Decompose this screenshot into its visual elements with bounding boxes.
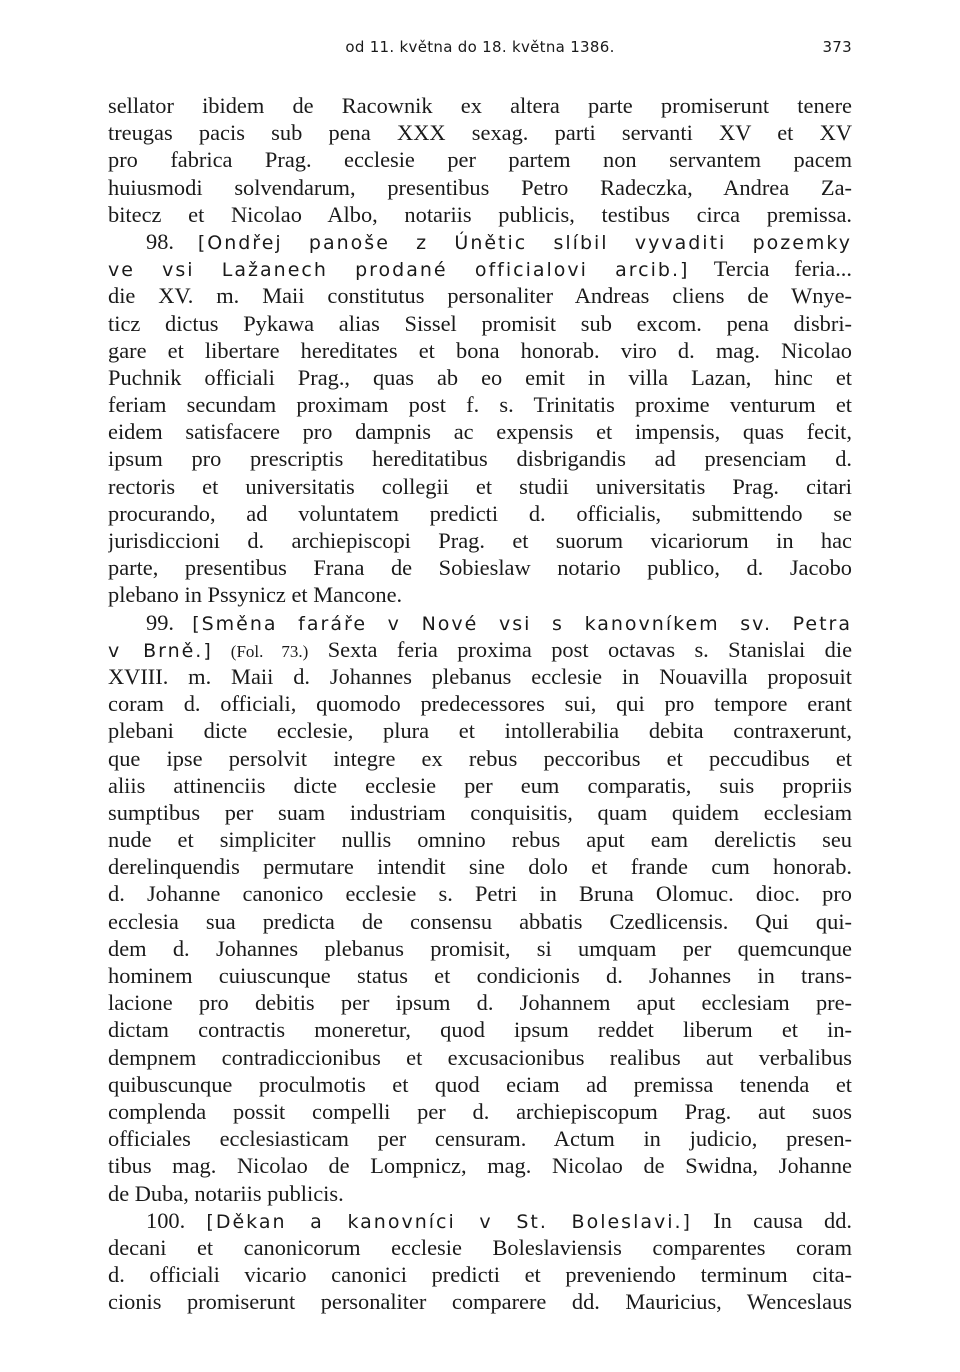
text-line: lacione pro debitis per ipsum d. Johannem aput ecclesiam pre-: [108, 990, 852, 1016]
text-line: ecclesia sua predicta de consensu abbatis Czedlicensis. Qui qui-: [108, 908, 852, 934]
entry-98-heading-line: [108, 255, 852, 282]
text-line: feriam secundam proximam post f. s. Trinitatis proxime venturum et: [108, 392, 852, 418]
text-line: pro fabrica Prag. ecclesie per partem non servantem pacem: [108, 147, 852, 173]
text-line: sellator ibidem de Racownik ex altera parte promiserunt tenere: [108, 93, 852, 118]
text-line: dem d. Johannes plebanus promisit, si umquam per quemcunque: [108, 935, 852, 961]
text-line: parte, presentibus Frana de Sobieslaw notario publico, d. Jacobo: [108, 555, 852, 581]
text-line: complenda possit compelli per d. archiepiscopum Prag. aut suos: [108, 1098, 852, 1124]
running-head: [108, 38, 852, 62]
text-line: rectoris et universitatis collegii et studii universitatis Prag. citari: [108, 473, 852, 499]
text-line: plebano in Pssynicz et Mancone.: [108, 582, 403, 608]
text-line: Puchnik officiali Prag., quas ab eo emit in villa Lazan, hinc et: [108, 364, 852, 390]
entry-heading: [Ondřej panoše z Únětic slíbil vyvaditi pozemky: [197, 231, 852, 254]
text-line: coram d. officiali, quomodo predecessores sui, qui pro tempore erant: [108, 691, 852, 717]
text-line: bitecz et Nicolao Albo, notariis publicis, testibus circa premissa.: [108, 201, 852, 227]
text-line: d. Johanne canonico ecclesie s. Petri in Bruna Olomuc. dioc. pro: [108, 881, 852, 907]
entry-heading: v Brně.]: [108, 639, 213, 662]
entry-heading: [Děkan a kanovníci v St. Boleslavi.]: [206, 1210, 692, 1233]
text-line: que ipse persolvit integre ex rebus peccoribus et peccudibus et: [108, 745, 852, 771]
entry-heading: [Směna faráře v Nové vsi s kanovníkem sv. Petra: [192, 612, 852, 635]
text-line: derelinquendis permutare intendit sine dolo et frande cum honorab.: [108, 854, 852, 880]
text-line: aliis attinenciis dicte ecclesie per eum comparatis, suis propriis: [108, 772, 852, 798]
text-line: dictam contractis moneretur, quod ipsum reddet liberum et in-: [108, 1017, 852, 1043]
text-line: XVIII. m. Maii d. Johannes plebanus ecclesie in Nouavilla proposuit: [108, 663, 852, 689]
page-number: 373: [822, 38, 852, 56]
folio-reference: (Fol. 73.): [212, 641, 309, 661]
text-span: Tercia feria...: [689, 256, 852, 282]
running-head-title: od 11. května do 18. května 1386.: [345, 38, 615, 56]
text-line: hominem cuiuscunque status et condicionis d. Johannes in trans-: [108, 963, 852, 988]
entry-number: 98.: [146, 228, 198, 254]
text-line: plebani dicte ecclesie, plura et intollerabilia debita contraxerunt,: [108, 718, 852, 744]
text-line: d. officiali vicario canonici predicti et preveniendo terminum cita-: [108, 1262, 852, 1288]
text-line: ipsum pro prescriptis hereditatibus disbrigandis ad presenciam d.: [108, 446, 852, 472]
text-line: tibus mag. Nicolao de Lompnicz, mag. Nicolao de Swidna, Johanne: [108, 1153, 852, 1179]
entry-99-heading-line: [108, 636, 852, 663]
text-line: cionis promiserunt personaliter comparere dd. Mauricius, Wenceslaus: [108, 1289, 852, 1315]
text-span: In causa dd.: [691, 1207, 852, 1233]
text-line: die XV. m. Maii constitutus personaliter Andreas cliens de Wnye-: [108, 283, 852, 309]
text-line: nude et simpliciter nullis omnino rebus aput eam derelictis seu: [108, 827, 852, 853]
text-line: huiusmodi solvendarum, presentibus Petro Radeczka, Andrea Za-: [108, 174, 852, 200]
entry-number: 99.: [146, 609, 193, 635]
text-line: procurando, ad voluntatem predicti d. officialis, submittendo se: [108, 500, 852, 526]
text-span: Sexta feria proxima post octavas s. Stanislai die: [308, 636, 852, 662]
text-line: sumptibus per suam industriam conquisitis, quam quidem ecclesiam: [108, 799, 852, 825]
entry-heading: ve vsi Lažanech prodané officialovi arcib.]: [108, 259, 690, 282]
text-line: dempnem contradiccionibus et excusacionibus realibus aut verbalibus: [108, 1044, 852, 1070]
text-line: gare et libertare hereditates et bona honorab. viro d. mag. Nicolao: [108, 337, 852, 363]
text-line: quibuscunque proculmotis et quod eciam ad premissa tenenda et: [108, 1071, 852, 1097]
text-line: ticz dictus Pykawa alias Sissel promisit sub excom. pena disbri-: [108, 310, 852, 336]
entry-98-heading-line: [108, 228, 852, 255]
body-text: [108, 92, 852, 1315]
entry-100-heading-line: [108, 1207, 852, 1234]
text-line: decani et canonicorum ecclesie Boleslaviensis comparentes coram: [108, 1234, 852, 1260]
text-line: eidem satisfacere pro dampnis ac expensis et impensis, quas fecit,: [108, 419, 852, 445]
entry-99-heading-line: [108, 609, 852, 636]
text-line: officiales ecclesiasticam per censuram. Actum in judicio, presen-: [108, 1126, 852, 1152]
entry-number: 100.: [146, 1207, 207, 1233]
text-line: de Duba, notariis publicis.: [108, 1180, 344, 1206]
text-line: treugas pacis sub pena XXX sexag. parti servanti XV et XV: [108, 120, 852, 146]
text-line: jurisdiccioni d. archiepiscopi Prag. et suorum vicariorum in hac: [108, 528, 852, 553]
